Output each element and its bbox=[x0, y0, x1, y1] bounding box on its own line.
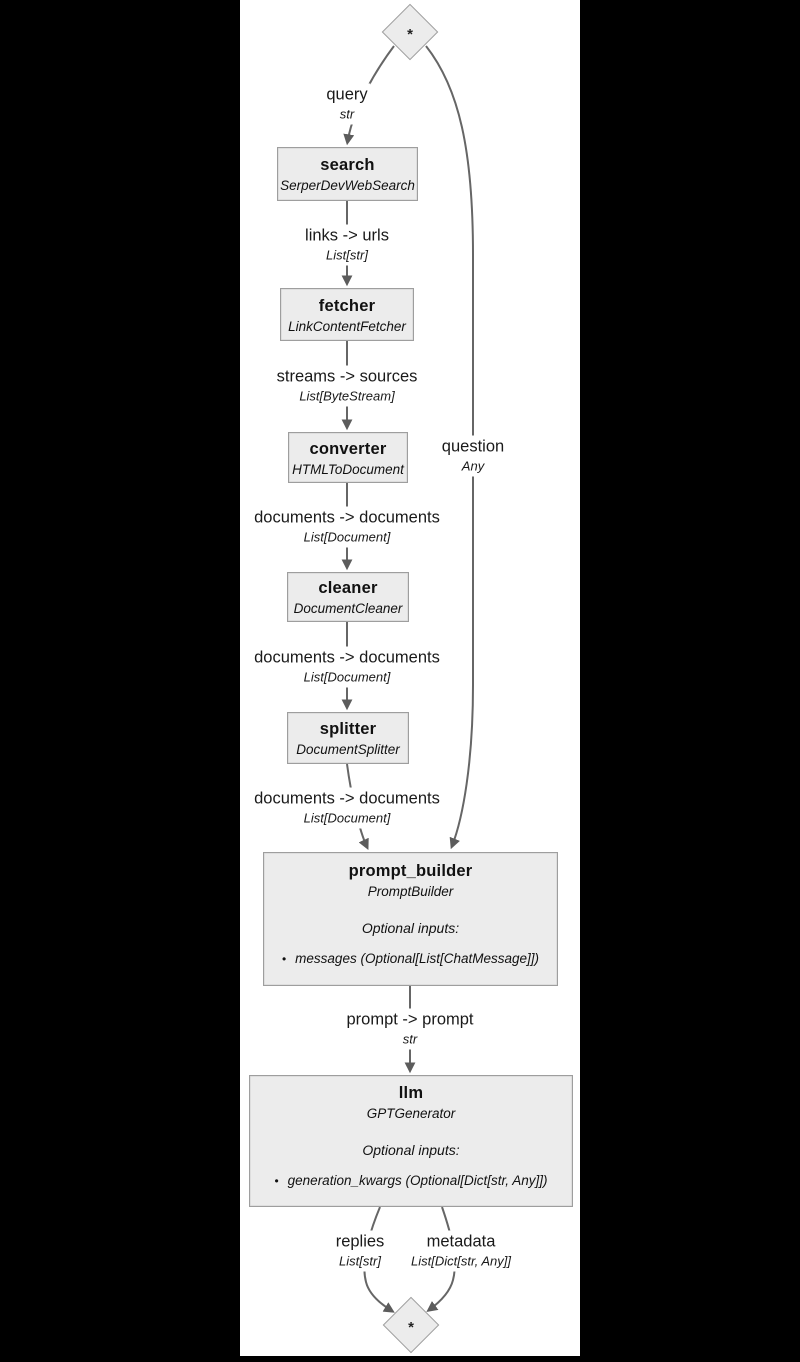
start-node-label: * bbox=[407, 25, 413, 43]
end-node-label: * bbox=[408, 1318, 414, 1336]
node-llm-title: llm bbox=[398, 1084, 424, 1102]
edge-type: List[Document] bbox=[303, 529, 391, 545]
edge-type: str bbox=[402, 1031, 418, 1047]
optional-input-text: generation_kwargs (Optional[Dict[str, Any]]) bbox=[287, 1173, 548, 1188]
node-fetcher-class: LinkContentFetcher bbox=[288, 318, 406, 334]
edge-type: List[str] bbox=[326, 247, 368, 263]
bullet-icon: • bbox=[274, 1174, 279, 1188]
node-splitter-title: splitter bbox=[319, 720, 377, 738]
edge-name: prompt -> prompt bbox=[346, 1010, 474, 1029]
edge-label-docs-to-prompt-builder bbox=[251, 788, 443, 829]
pipeline-end-node bbox=[391, 1305, 431, 1345]
node-llm-class: GPTGenerator bbox=[366, 1106, 456, 1121]
node-fetcher bbox=[280, 288, 414, 341]
edge-name: links -> urls bbox=[305, 226, 389, 245]
node-splitter-class: DocumentSplitter bbox=[296, 742, 400, 757]
node-cleaner bbox=[287, 572, 409, 622]
edge-label-streams-sources bbox=[274, 366, 421, 407]
optional-inputs-heading: Optional inputs: bbox=[361, 920, 460, 936]
node-converter bbox=[288, 432, 408, 483]
optional-input-text: messages (Optional[List[ChatMessage]]) bbox=[295, 951, 540, 966]
node-cleaner-title: cleaner bbox=[318, 579, 378, 597]
edge-type: List[Dict[str, Any]] bbox=[411, 1253, 511, 1269]
edge-name: documents -> documents bbox=[254, 648, 440, 667]
node-search-title: search bbox=[320, 156, 375, 174]
node-splitter bbox=[287, 712, 409, 764]
edge-type: List[ByteStream] bbox=[299, 388, 395, 404]
node-prompt-builder-title: prompt_builder bbox=[348, 862, 473, 880]
edge-name: documents -> documents bbox=[254, 789, 440, 808]
pipeline-start-node bbox=[390, 12, 430, 52]
edge-label-replies bbox=[333, 1231, 388, 1272]
optional-inputs-heading: Optional inputs: bbox=[362, 1142, 460, 1158]
edge-type: List[str] bbox=[339, 1253, 381, 1269]
node-fetcher-title: fetcher bbox=[318, 296, 376, 315]
optional-input-item bbox=[282, 950, 539, 968]
node-converter-title: converter bbox=[309, 439, 387, 458]
bullet-icon: • bbox=[281, 952, 287, 966]
pipeline-diagram bbox=[240, 0, 580, 1356]
node-prompt-builder bbox=[263, 852, 558, 986]
edge-name: metadata bbox=[426, 1232, 496, 1251]
edge-label-prompt bbox=[343, 1009, 476, 1050]
node-search-class: SerperDevWebSearch bbox=[280, 178, 415, 193]
edge-name: question bbox=[441, 437, 505, 456]
edge-name: query bbox=[326, 85, 368, 104]
edge-label-docs-to-splitter bbox=[251, 647, 443, 688]
node-converter-class: HTMLToDocument bbox=[292, 461, 404, 477]
edge-label-links-urls bbox=[302, 225, 392, 266]
node-cleaner-class: DocumentCleaner bbox=[293, 601, 403, 616]
edge-name: replies bbox=[335, 1232, 385, 1251]
node-llm bbox=[249, 1075, 573, 1207]
edge-label-question bbox=[439, 436, 507, 477]
edge-type: Any bbox=[461, 458, 485, 474]
edge-label-query bbox=[323, 84, 370, 125]
edge-type: str bbox=[339, 106, 355, 122]
node-prompt-builder-class: PromptBuilder bbox=[367, 884, 454, 899]
edge-type: List[Document] bbox=[303, 810, 391, 826]
edge-name: documents -> documents bbox=[254, 508, 440, 527]
edge-label-docs-to-cleaner bbox=[251, 507, 443, 548]
optional-input-item bbox=[274, 1172, 547, 1190]
edge-name: streams -> sources bbox=[276, 367, 418, 386]
edge-type: List[Document] bbox=[303, 669, 391, 685]
node-search bbox=[277, 147, 418, 201]
edge-label-metadata bbox=[408, 1231, 514, 1272]
